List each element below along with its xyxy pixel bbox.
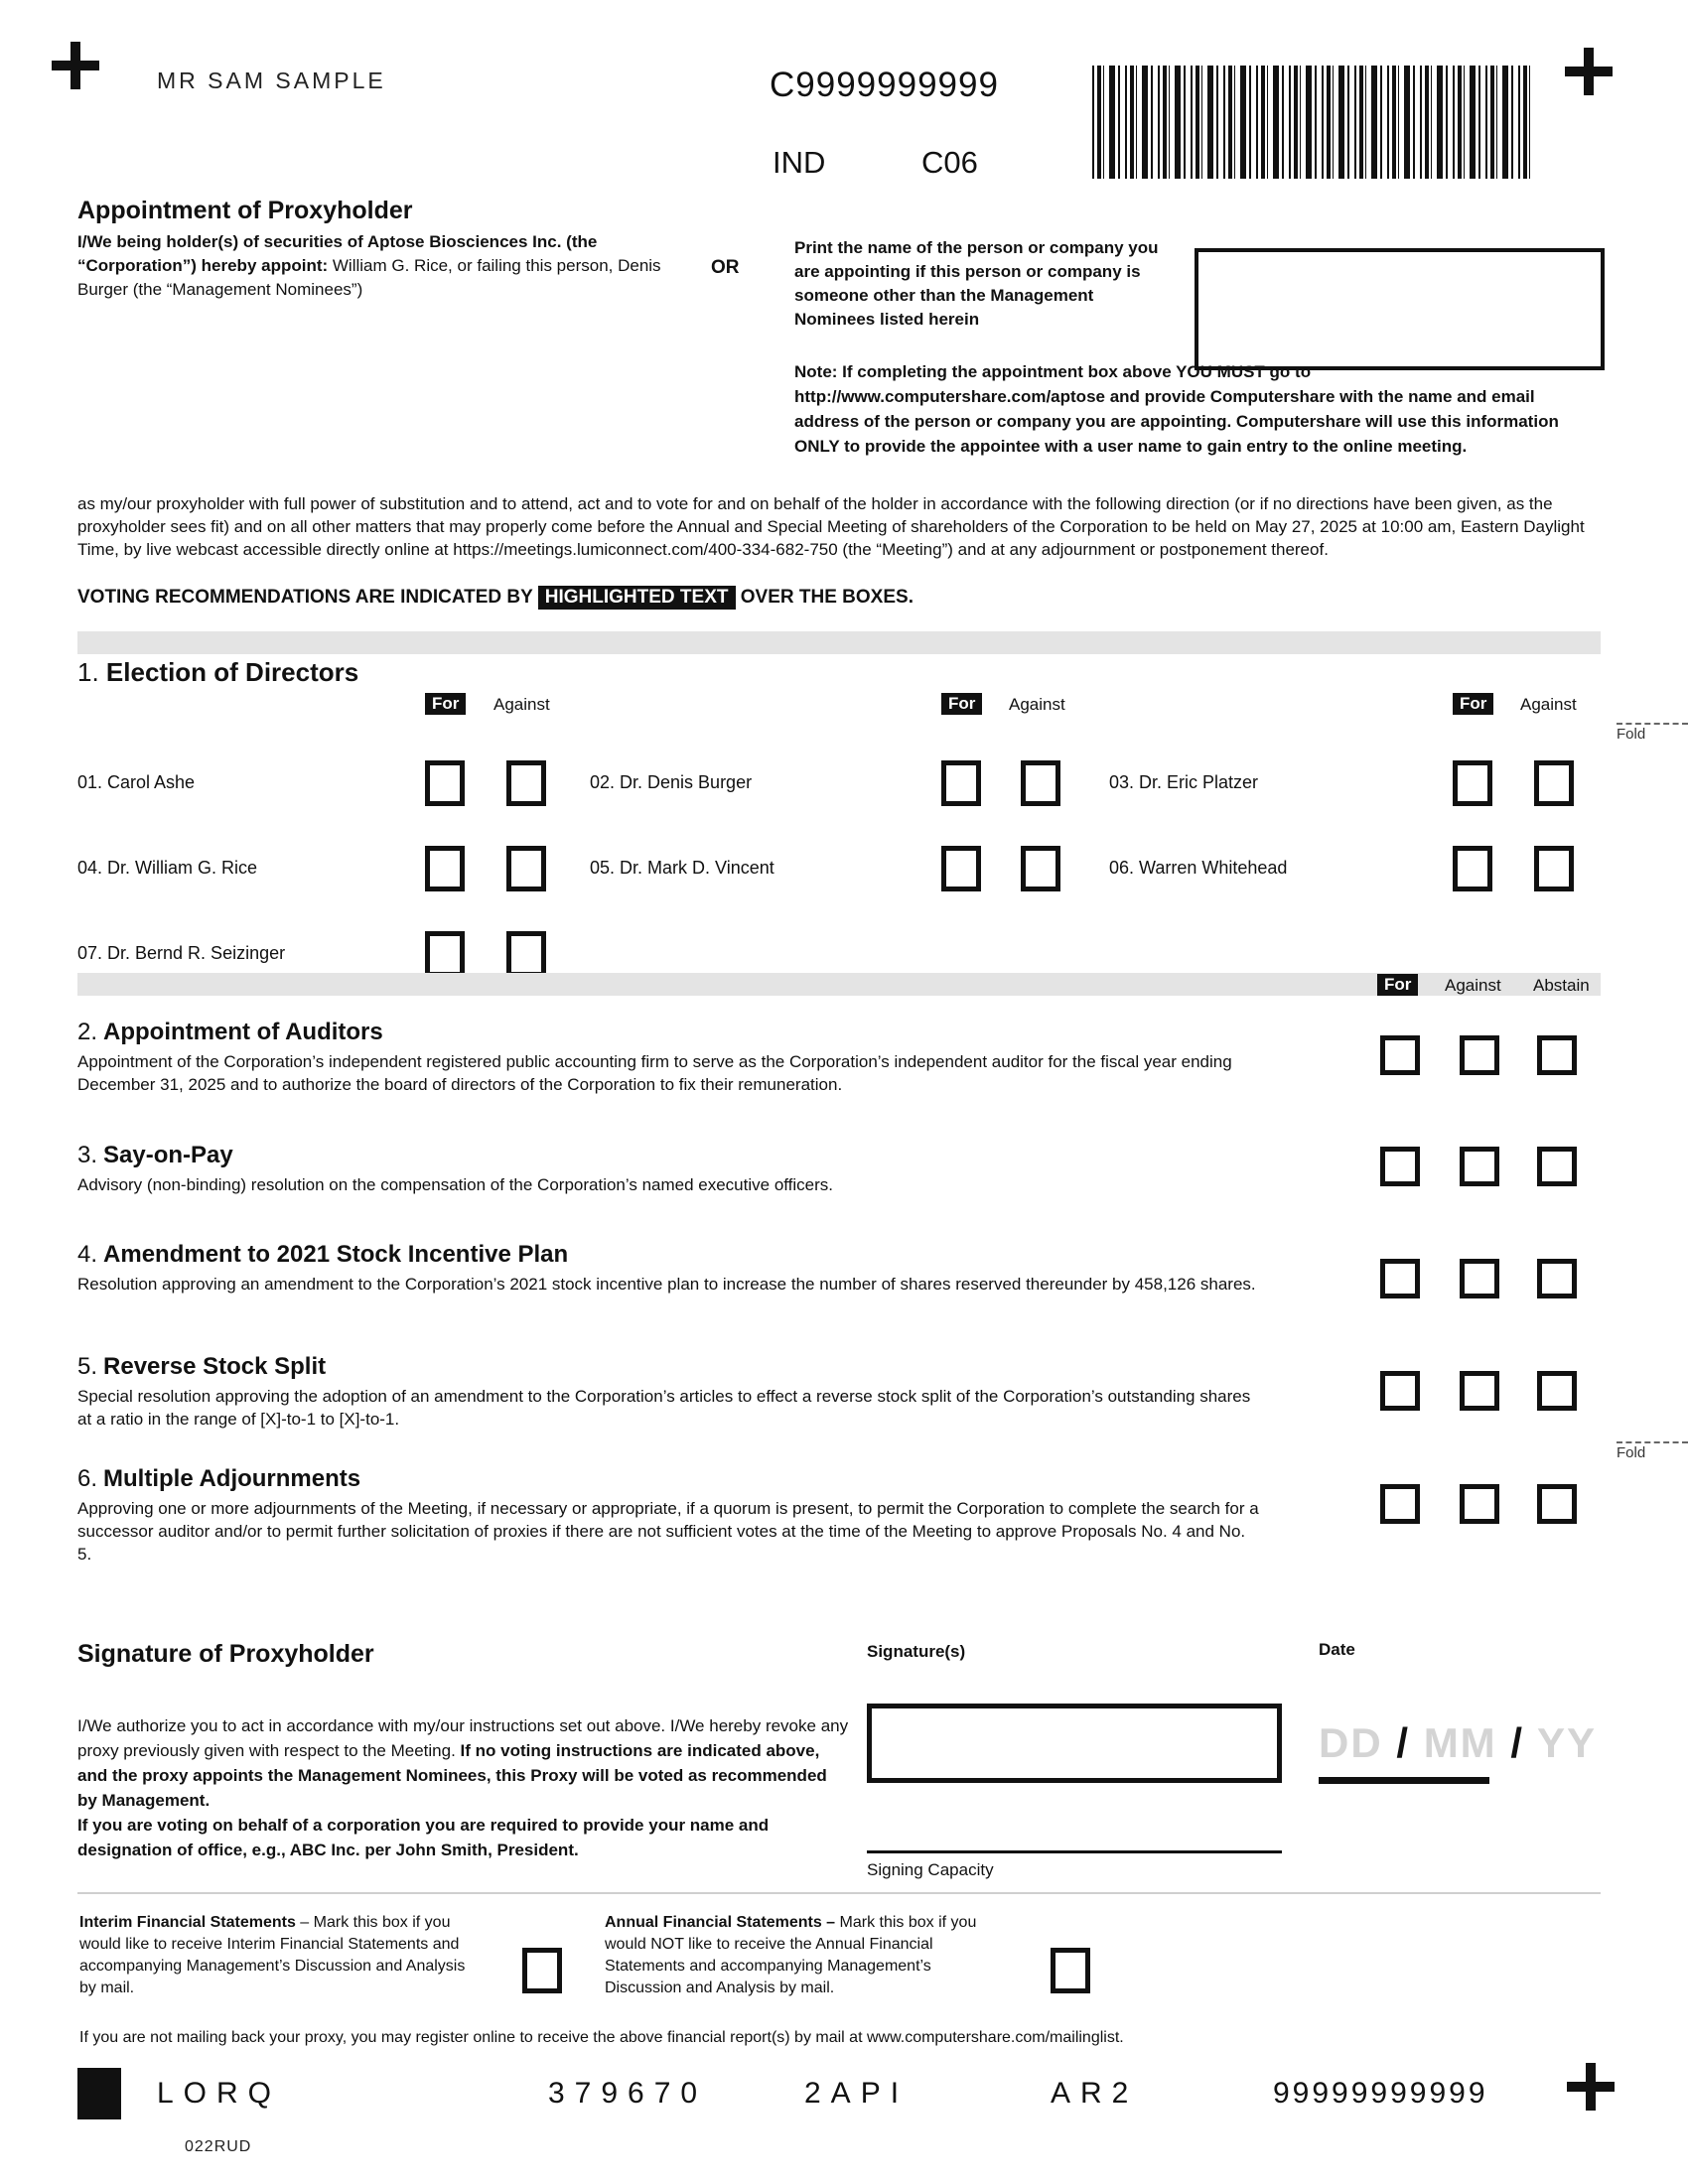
date-label: Date bbox=[1319, 1640, 1355, 1659]
director-label-07: 07. Dr. Bernd R. Seizinger bbox=[77, 943, 286, 963]
director-07-for-checkbox[interactable] bbox=[425, 931, 465, 977]
proposal-3-number: 3. bbox=[77, 1142, 98, 1168]
signature-instructions-bold1: If no voting instructions are indicated above, and the proxy appoints the Management Nominees, this Proxy will be voted as recommended by Management. bbox=[77, 1741, 827, 1810]
annual-statements-bold: Annual Financial Statements – bbox=[605, 1914, 836, 1931]
director-03-for-checkbox[interactable] bbox=[1453, 760, 1492, 806]
section1-divider-bar bbox=[77, 631, 1601, 654]
proposal-2-body: Appointment of the Corporation’s independent registered public accounting firm to serve as the Corporation’s independent auditor for the fiscal year ending December 31, 2025 and to authorize the board of directors of the Corporation to fix their remuneration. bbox=[77, 1052, 1232, 1094]
appointment-intro-regular: William G. Rice, or failing this person, Denis Burger (the “Management Nominees”) bbox=[77, 256, 661, 299]
signature-input-box[interactable] bbox=[867, 1704, 1282, 1783]
signature-section-title: Signature of Proxyholder bbox=[77, 1640, 374, 1668]
proposal-3-title: Say-on-Pay bbox=[103, 1142, 233, 1168]
director-02-for-checkbox[interactable] bbox=[941, 760, 981, 806]
proposal-6-against-checkbox[interactable] bbox=[1460, 1484, 1499, 1524]
vote-header-abstain: Abstain bbox=[1533, 976, 1590, 995]
proposal-5-body: Special resolution approving the adoption of an amendment to the Corporation’s articles to effect a reverse stock split of the Corporation’s outstanding shares at a ratio in the range of [X]-to-1 to [X]-to-1. bbox=[77, 1387, 1251, 1429]
date-separator-2: / bbox=[1510, 1719, 1525, 1766]
signature-instructions-regular: I/We authorize you to act in accordance with my/our instructions set out above. I/We hereby revoke any proxy previously given with respect to the Meeting. bbox=[77, 1716, 849, 1760]
vote-header-bar bbox=[77, 973, 1601, 996]
appointment-intro-bold: I/We being holder(s) of securities of Aptose Biosciences Inc. (the “Corporation”) hereby appoint: bbox=[77, 232, 598, 275]
barcode bbox=[1092, 66, 1531, 179]
election-number: 1. bbox=[77, 657, 99, 687]
director-01-against-checkbox[interactable] bbox=[506, 760, 546, 806]
proxy-paragraph: as my/our proxyholder with full power of substitution and to attend, act and to vote for and on behalf of the holder in accordance with the following direction (or if no directions have been given, as the proxyholder sees fit) and on all other matters that may properly come before the Annual and Special Meeting of shareholders of the Corporation to be held on May 27, 2025 at 10:00 am, Eastern Daylight Time, by live webcast accessible directly online at https://meetings.lumiconnect.com/400-334-682-750 (the “Meeting”) and at any adjournment or postponement thereof. bbox=[77, 494, 1585, 559]
director-label-02: 02. Dr. Denis Burger bbox=[590, 772, 753, 792]
date-underline bbox=[1319, 1777, 1489, 1784]
signature-instructions-bold2: If you are voting on behalf of a corporation you are required to provide your name and designation of office, e.g., ABC Inc. per John Smith, President. bbox=[77, 1816, 770, 1859]
footer-sequence-number: 99999999999 bbox=[1273, 2077, 1488, 2110]
voting-note-prefix: VOTING RECOMMENDATIONS ARE INDICATED BY bbox=[77, 587, 538, 608]
director-label-06: 06. Warren Whitehead bbox=[1109, 858, 1288, 878]
director-04-for-checkbox[interactable] bbox=[425, 846, 465, 891]
director-04-against-checkbox[interactable] bbox=[506, 846, 546, 891]
registration-mark-top-left bbox=[52, 42, 99, 89]
signing-capacity-line[interactable] bbox=[867, 1850, 1282, 1853]
appointee-print-label: Print the name of the person or company you are appointing if this person or company is someone other than the Management Nominees listed herein bbox=[794, 238, 1159, 329]
registration-mark-bottom-right bbox=[1567, 2063, 1615, 2111]
proposal-6-abstain-checkbox[interactable] bbox=[1537, 1484, 1577, 1524]
fold-marker-2: Fold bbox=[1617, 1441, 1688, 1461]
footer-code-379670: 379670 bbox=[548, 2077, 708, 2110]
proposal-4-against-checkbox[interactable] bbox=[1460, 1259, 1499, 1298]
signing-capacity-label: Signing Capacity bbox=[867, 1860, 994, 1879]
annual-statements-rest: Mark this box if you would NOT like to receive the Annual Financial Statements and accompanying Management’s Discussion and Analysis by mail. bbox=[605, 1914, 977, 1996]
proposal-6-for-checkbox[interactable] bbox=[1380, 1484, 1420, 1524]
proposal-6-title: Multiple Adjournments bbox=[103, 1465, 361, 1492]
appointment-intro bbox=[77, 230, 668, 302]
col2-against-header: Against bbox=[1009, 695, 1065, 714]
footer-code-lorq: LORQ bbox=[157, 2077, 282, 2110]
date-separator-1: / bbox=[1396, 1719, 1411, 1766]
registration-mark-top-right bbox=[1565, 48, 1613, 95]
director-label-03: 03. Dr. Eric Platzer bbox=[1109, 772, 1259, 792]
proposal-3-for-checkbox[interactable] bbox=[1380, 1147, 1420, 1186]
proposal-2-abstain-checkbox[interactable] bbox=[1537, 1035, 1577, 1075]
proposal-2-heading bbox=[77, 1019, 383, 1046]
proposal-4-body: Resolution approving an amendment to the Corporation’s 2021 stock incentive plan to increase the number of shares reserved thereunder by 458,126 shares. bbox=[77, 1275, 1256, 1294]
proposal-3-abstain-checkbox[interactable] bbox=[1537, 1147, 1577, 1186]
proposal-4-number: 4. bbox=[77, 1241, 98, 1268]
interim-statements-checkbox[interactable] bbox=[522, 1948, 562, 1993]
date-yy-placeholder: YY bbox=[1536, 1719, 1597, 1766]
proposal-3-body: Advisory (non-binding) resolution on the compensation of the Corporation’s named executive officers. bbox=[77, 1175, 834, 1194]
director-07-against-checkbox[interactable] bbox=[506, 931, 546, 977]
proposal-2-for-checkbox[interactable] bbox=[1380, 1035, 1420, 1075]
appointee-name-input[interactable] bbox=[1195, 248, 1605, 370]
vote-header-against: Against bbox=[1445, 976, 1501, 995]
highlighted-text-chip: HIGHLIGHTED TEXT bbox=[538, 586, 736, 610]
interim-statements-rest: – Mark this box if you would like to receive Interim Financial Statements and accompanying Management’s Discussion and Analysis by mail. bbox=[79, 1914, 466, 1996]
election-title: Election of Directors bbox=[105, 657, 359, 687]
director-06-for-checkbox[interactable] bbox=[1453, 846, 1492, 891]
proposal-4-heading bbox=[77, 1241, 568, 1269]
date-dd-placeholder: DD bbox=[1319, 1719, 1383, 1766]
vote-header-for: For bbox=[1377, 974, 1418, 996]
proposal-3-against-checkbox[interactable] bbox=[1460, 1147, 1499, 1186]
director-06-against-checkbox[interactable] bbox=[1534, 846, 1574, 891]
interim-statements-text bbox=[79, 1912, 475, 1999]
col2-for-header: For bbox=[941, 693, 982, 715]
director-label-05: 05. Dr. Mark D. Vincent bbox=[590, 858, 774, 878]
col1-for-header: For bbox=[425, 693, 466, 715]
form-code: 022RUD bbox=[185, 2138, 252, 2155]
col1-against-header: Against bbox=[493, 695, 550, 714]
proposal-4-for-checkbox[interactable] bbox=[1380, 1259, 1420, 1298]
holder-name: MR SAM SAMPLE bbox=[157, 68, 386, 93]
proposal-3-heading bbox=[77, 1142, 233, 1169]
appointment-section-title: Appointment of Proxyholder bbox=[77, 197, 413, 224]
director-label-01: 01. Carol Ashe bbox=[77, 772, 196, 792]
date-input[interactable] bbox=[1319, 1719, 1597, 1767]
control-number: C9999999999 bbox=[770, 66, 999, 104]
director-label-04: 04. Dr. William G. Rice bbox=[77, 858, 258, 878]
proposal-4-title: Amendment to 2021 Stock Incentive Plan bbox=[103, 1241, 569, 1268]
col3-for-header: For bbox=[1453, 693, 1493, 715]
proposal-2-against-checkbox[interactable] bbox=[1460, 1035, 1499, 1075]
proposal-5-heading bbox=[77, 1353, 326, 1381]
director-03-against-checkbox[interactable] bbox=[1534, 760, 1574, 806]
mailing-list-note: If you are not mailing back your proxy, you may register online to receive the above financial report(s) by mail at www.computershare.com/mailinglist. bbox=[79, 2029, 1124, 2046]
proposal-2-number: 2. bbox=[77, 1019, 98, 1045]
proposal-6-body: Approving one or more adjournments of the Meeting, if necessary or appropriate, if a quorum is present, to permit the Corporation to complete the search for a successor auditor and/or to permit further solicitation of proxies if there are not sufficient votes at the time of the Meeting to approve Proposals No. 4 and No. 5. bbox=[77, 1499, 1259, 1564]
section-divider-line bbox=[77, 1892, 1601, 1894]
proposal-6-number: 6. bbox=[77, 1465, 98, 1492]
proposal-2-title: Appointment of Auditors bbox=[103, 1019, 383, 1045]
annual-statements-text bbox=[605, 1912, 1007, 1999]
signatures-label: Signature(s) bbox=[867, 1642, 966, 1661]
proposal-4-abstain-checkbox[interactable] bbox=[1537, 1259, 1577, 1298]
cycle-code: C06 bbox=[921, 145, 978, 180]
proposal-5-title: Reverse Stock Split bbox=[103, 1353, 327, 1380]
date-mm-placeholder: MM bbox=[1423, 1719, 1497, 1766]
director-05-for-checkbox[interactable] bbox=[941, 846, 981, 891]
proposal-6-heading bbox=[77, 1465, 360, 1493]
scan-block-mark bbox=[77, 2068, 121, 2119]
director-01-for-checkbox[interactable] bbox=[425, 760, 465, 806]
proposal-5-number: 5. bbox=[77, 1353, 98, 1380]
fold-marker-1: Fold bbox=[1617, 723, 1688, 743]
director-05-against-checkbox[interactable] bbox=[1021, 846, 1060, 891]
holder-type-code: IND bbox=[773, 145, 826, 180]
or-label: OR bbox=[711, 257, 740, 278]
proposal-5-against-checkbox[interactable] bbox=[1460, 1371, 1499, 1411]
election-heading bbox=[77, 657, 358, 688]
proposal-5-abstain-checkbox[interactable] bbox=[1537, 1371, 1577, 1411]
signature-instructions bbox=[77, 1713, 850, 1862]
annual-statements-checkbox[interactable] bbox=[1051, 1948, 1090, 1993]
director-02-against-checkbox[interactable] bbox=[1021, 760, 1060, 806]
footer-code-2api: 2API bbox=[804, 2077, 910, 2110]
voting-note-suffix: OVER THE BOXES. bbox=[735, 587, 914, 608]
appointment-note: Note: If completing the appointment box above YOU MUST go to http://www.computershare.com/aptose and provide Computershare with the name and email address of the person or company you are appointing. Computershare will use this information ONLY to provide the appointee with a user name to gain entry to the online meeting. bbox=[794, 362, 1559, 456]
interim-statements-bold: Interim Financial Statements bbox=[79, 1914, 296, 1931]
col3-against-header: Against bbox=[1520, 695, 1577, 714]
voting-recommendations-line bbox=[77, 586, 914, 610]
proposal-5-for-checkbox[interactable] bbox=[1380, 1371, 1420, 1411]
footer-code-ar2: AR2 bbox=[1051, 2077, 1139, 2110]
